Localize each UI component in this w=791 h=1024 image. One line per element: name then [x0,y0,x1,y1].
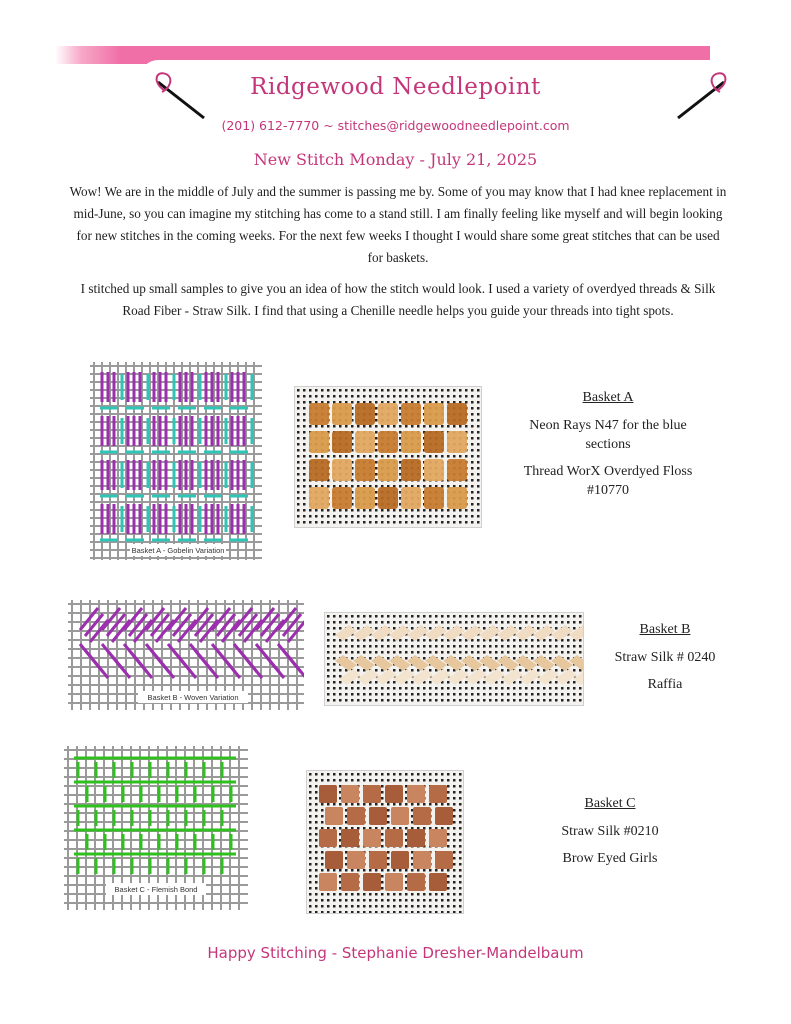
stitched-block [378,459,398,481]
basket-b-stitch-chart [68,600,304,710]
stitched-block [401,403,421,425]
basket-b-heading: Basket B [639,622,691,637]
contact-info[interactable]: (201) 612-7770 ~ stitches@ridgewoodneedlepoint.com [221,118,570,133]
stitched-block [424,487,444,509]
stitched-block [347,807,365,825]
basket-a-thread-1: Neon Rays N47 for the blue sections [529,418,687,452]
stitched-block [401,459,421,481]
stitched-block [391,851,409,869]
stitched-block [435,851,453,869]
stitched-block [341,873,359,891]
stitched-block [413,807,431,825]
basket-b-description [590,622,740,702]
stitched-block [341,829,359,847]
newsletter-subtitle: New Stitch Monday - July 21, 2025 [253,150,538,169]
chart-caption: Basket A - Gobelin Variation [131,546,225,555]
stitched-block [401,431,421,453]
stitched-block [447,403,467,425]
stitched-block [391,807,409,825]
stitched-block [413,851,431,869]
intro-paragraph: Wow! We are in the middle of July and the summer is passing me by. Some of you may know that I had knee replacement in mid-June, so you can imagine my stitching has come to a stand still. I am finally feeling like myself and will begin looking for new stitches in the coming weeks. For the next few weeks I thought I would share some great stitches that can be used for baskets. [69,184,727,265]
stitched-block [447,487,467,509]
stitched-block [355,431,375,453]
basket-c-thread-2: Brow Eyed Girls [562,851,658,866]
basket-a-thread-2: Thread WorX Overdyed Floss #10770 [523,464,693,498]
basket-a-heading: Basket A [582,390,634,405]
stitched-block [378,403,398,425]
stitched-block [429,873,447,891]
basket-c-thread-1: Straw Silk #0210 [561,824,659,839]
basket-c-stitch-chart [64,746,248,910]
stitched-block [385,785,403,803]
stitched-block [332,459,352,481]
stitched-block [341,785,359,803]
stitched-block [447,459,467,481]
stitched-block [401,487,421,509]
chart-caption: Basket C - Flemish Bond [114,885,198,894]
stitched-block [347,851,365,869]
stitched-block [355,403,375,425]
stitched-block [325,851,343,869]
stitched-block [363,829,381,847]
stitched-block [424,431,444,453]
stitched-block [309,459,329,481]
stitched-block [424,459,444,481]
stitched-block [429,829,447,847]
page-title: Ridgewood Needlepoint [250,74,541,100]
stitched-block [355,487,375,509]
basket-b-sample-photo [324,612,584,706]
stitched-block [319,873,337,891]
stitched-block [378,487,398,509]
basket-c-sample-photo [306,770,464,914]
stitched-block [429,785,447,803]
stitched-block [424,403,444,425]
stitched-block [447,431,467,453]
stitched-block [332,403,352,425]
stitched-block [369,807,387,825]
stitched-block [407,829,425,847]
stitched-block [319,785,337,803]
intro-paragraph: I stitched up small samples to give you an idea of how the stitch would look. I used a variety of overdyed threads & Silk Road Fiber - Straw Silk. I find that using a Chenille needle helps you guide your threads into tight spots. [80,281,716,318]
basket-c-description [530,796,690,876]
stitched-block [332,487,352,509]
stitched-block [309,431,329,453]
stitched-block [435,807,453,825]
stitched-block [385,873,403,891]
basket-c-heading: Basket C [584,796,636,811]
stitched-block [369,851,387,869]
basket-b-thread-1: Straw Silk # 0240 [614,650,716,665]
basket-a-stitch-chart [90,362,262,560]
stitched-block [325,807,343,825]
stitched-block [355,459,375,481]
stitched-block [363,785,381,803]
stitched-block [378,431,398,453]
chart-caption: Basket B - Woven Variation [147,693,239,702]
stitched-block [407,873,425,891]
stitched-block [319,829,337,847]
stitched-block [385,829,403,847]
basket-b-thread-2: Raffia [647,677,683,692]
basket-a-description [508,390,708,508]
signoff: Happy Stitching - Stephanie Dresher-Mandelbaum [207,944,584,962]
stitched-block [332,431,352,453]
stitched-block [309,487,329,509]
stitched-block [309,403,329,425]
basket-a-sample-photo [294,386,482,528]
stitched-block [363,873,381,891]
stitched-block [407,785,425,803]
